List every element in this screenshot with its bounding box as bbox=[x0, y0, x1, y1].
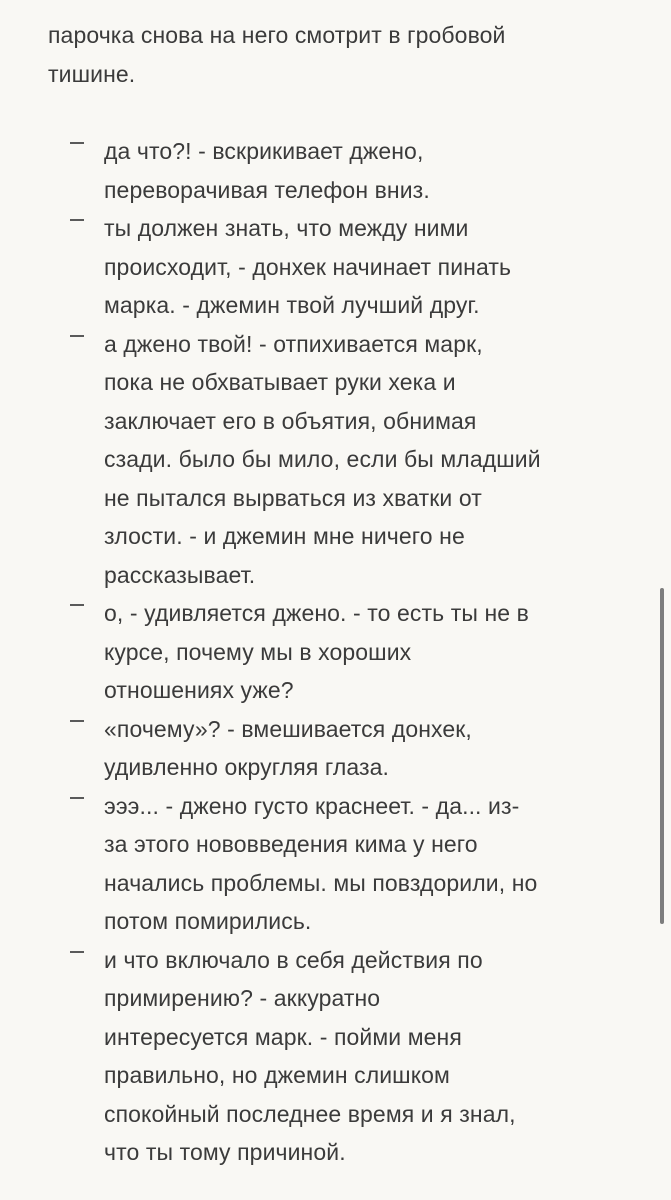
text-line: спокойный последнее время и я знал, bbox=[104, 1100, 516, 1127]
text-line: правильно, но джемин слишком bbox=[104, 1062, 450, 1088]
text-line: начались проблемы. мы повздорили, но bbox=[104, 869, 538, 896]
text-line: переворачивая телефон вниз. bbox=[104, 176, 430, 203]
dash-bullet-icon bbox=[70, 720, 84, 722]
dialogue-item bbox=[0, 594, 671, 710]
dash-bullet-icon bbox=[70, 604, 84, 606]
text-line: эээ... - джено густо краснеет. - да... из- bbox=[104, 792, 520, 819]
text-line: тишине. bbox=[48, 60, 136, 87]
text-line: да что?! - вскрикивает джено, bbox=[104, 138, 424, 164]
dialogue-item bbox=[0, 941, 671, 1172]
text-line: пока не обхватывает руки хека и bbox=[104, 369, 456, 395]
intro-paragraph bbox=[48, 16, 638, 93]
text-line: удивленно округляя глаза. bbox=[104, 754, 390, 780]
text-line: не пытался вырваться из хватки от bbox=[104, 484, 482, 511]
text-line: рассказывает. bbox=[104, 561, 256, 588]
text-line: заключает его в объятия, обнимая bbox=[104, 407, 477, 434]
text-line: сзади. было бы мило, если бы младший bbox=[104, 446, 541, 472]
text-line: за этого нововведения кима у него bbox=[104, 831, 478, 857]
text-line: интересуется марк. - пойми меня bbox=[104, 1023, 462, 1050]
dialogue-item bbox=[0, 325, 671, 595]
text-line: отношениях уже? bbox=[104, 677, 294, 703]
text-line: происходит, - донхек начинает пинать bbox=[104, 253, 512, 280]
text-line: о, - удивляется джено. - то есть ты не в bbox=[104, 600, 529, 626]
text-line: парочка снова на него смотрит в гробовой bbox=[48, 22, 506, 48]
dialogue-item bbox=[0, 209, 671, 325]
dialogue-text bbox=[104, 787, 671, 941]
dialogue-item bbox=[0, 710, 671, 787]
text-line: «почему»? - вмешивается донхек, bbox=[104, 715, 472, 742]
dialogue-text bbox=[104, 325, 671, 595]
dash-bullet-icon bbox=[70, 142, 84, 144]
text-line: злости. - и джемин мне ничего не bbox=[104, 523, 465, 549]
text-line: потом помирились. bbox=[104, 908, 312, 934]
dialogue-text bbox=[104, 710, 671, 787]
dialogue-item bbox=[0, 132, 671, 209]
dialogue-text bbox=[104, 132, 671, 209]
dash-bullet-icon bbox=[70, 797, 84, 799]
dialogue-text bbox=[104, 594, 671, 710]
dialogue-text bbox=[104, 941, 671, 1172]
dialogue-text bbox=[104, 209, 671, 325]
text-line: а джено твой! - отпихивается марк, bbox=[104, 330, 483, 357]
text-line: что ты тому причиной. bbox=[104, 1139, 346, 1165]
text-line: примирению? - аккуратно bbox=[104, 985, 381, 1011]
dash-bullet-icon bbox=[70, 951, 84, 953]
dash-bullet-icon bbox=[70, 219, 84, 221]
text-line: ты должен знать, что между ними bbox=[104, 215, 469, 241]
text-line: курсе, почему мы в хороших bbox=[104, 638, 412, 665]
dialogue-list bbox=[0, 132, 671, 1172]
text-line: марка. - джемин твой лучший друг. bbox=[104, 292, 480, 318]
dialogue-item bbox=[0, 787, 671, 941]
dash-bullet-icon bbox=[70, 335, 84, 337]
text-line: и что включало в себя действия по bbox=[104, 946, 483, 973]
vertical-scrollbar[interactable] bbox=[660, 588, 664, 924]
